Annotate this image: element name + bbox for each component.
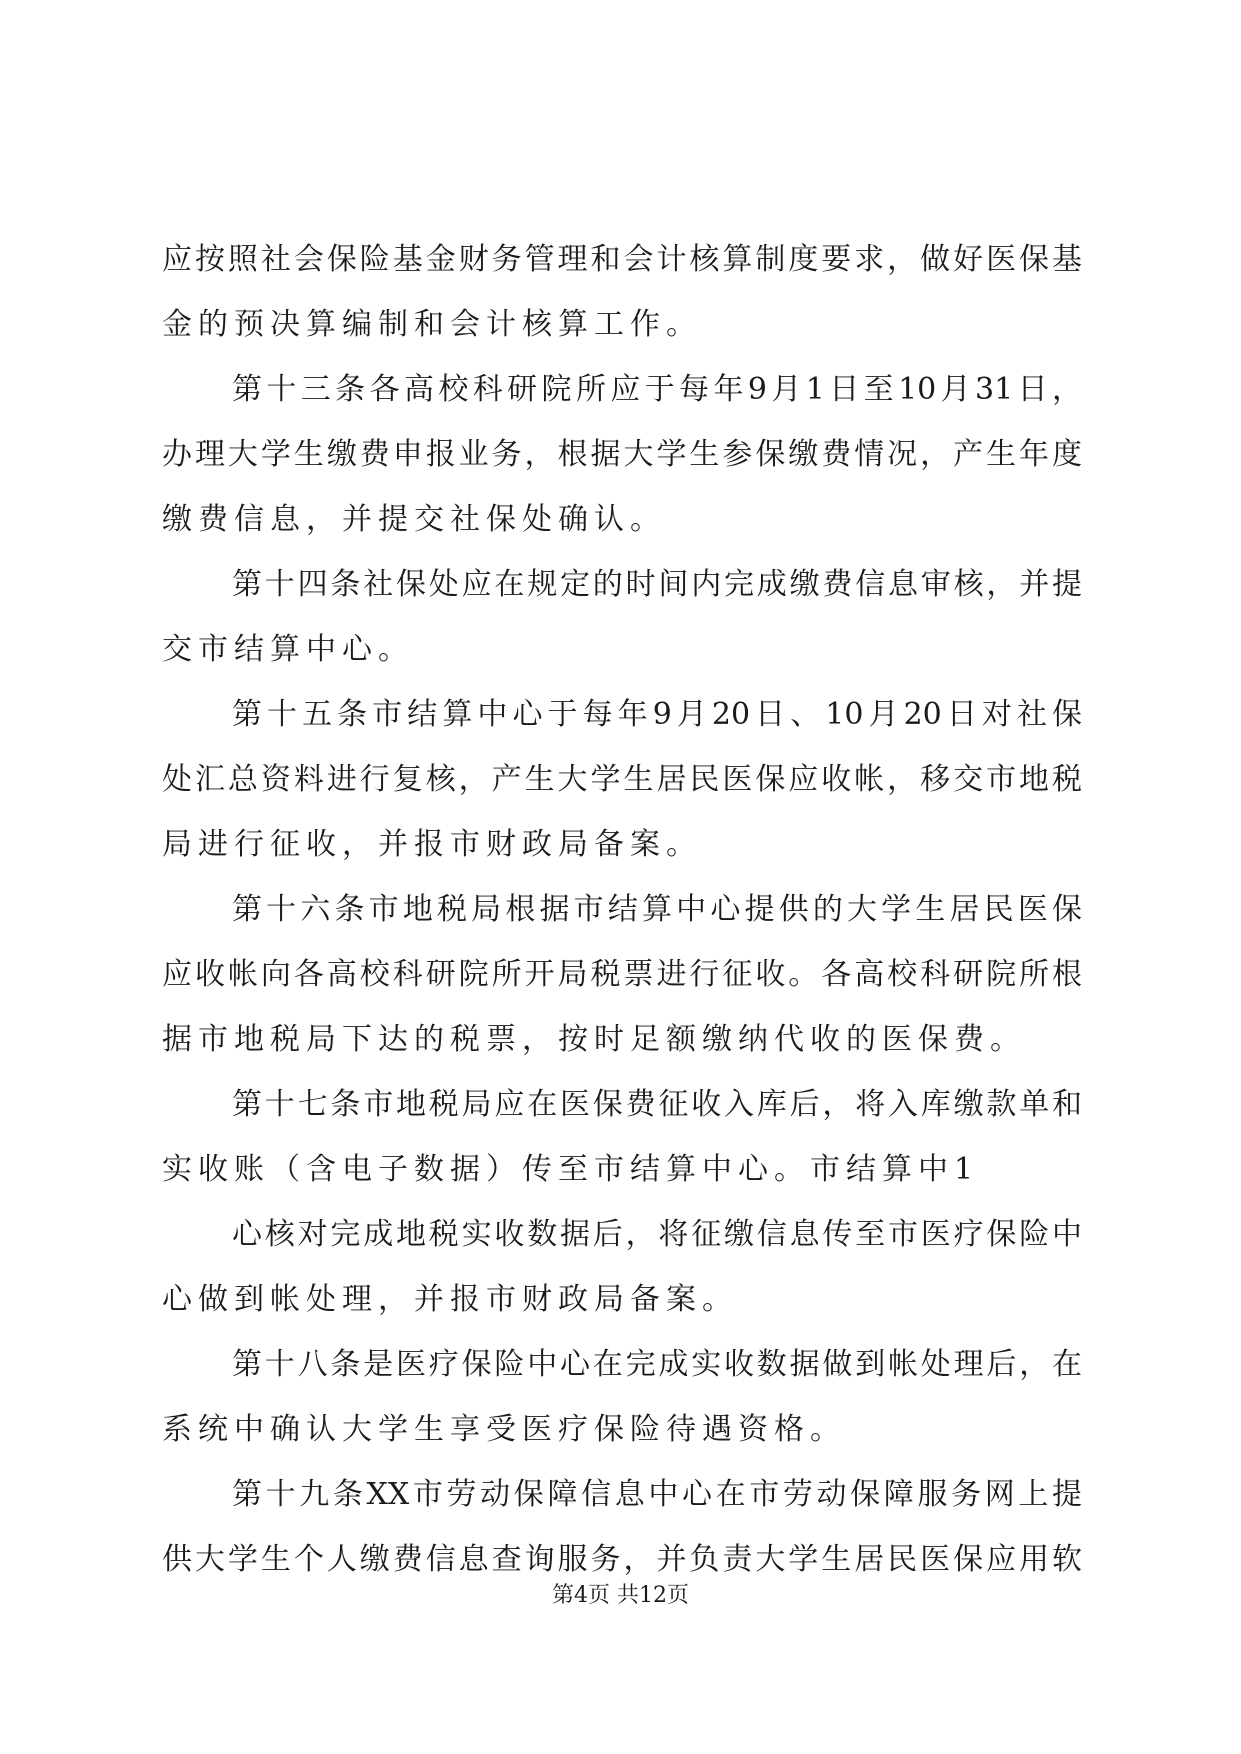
text-line: 第十九条XX市劳动保障信息中心在市劳动保障服务网上提 (232, 1477, 1082, 1512)
text-line: 办理大学生缴费申报业务，根据大学生参保缴费情况，产生年度 (162, 437, 1082, 472)
text-line: 第十六条市地税局根据市结算中心提供的大学生居民医保 (232, 892, 1082, 927)
page-number-footer: 第4页 共12页 (552, 1583, 689, 1608)
text-line: 处汇总资料进行复核，产生大学生居民医保应收帐，移交市地税 (162, 762, 1082, 797)
text-line: 第十五条市结算中心于每年9月20日、10月20日对社保 (232, 697, 1082, 732)
text-line: 局进行征收，并报市财政局备案。 (162, 827, 702, 862)
text-line: 供大学生个人缴费信息查询服务，并负责大学生居民医保应用软 (162, 1542, 1082, 1577)
text-line: 系统中确认大学生享受医疗保险待遇资格。 (162, 1412, 846, 1447)
text-line: 第十三条各高校科研院所应于每年9月1日至10月31日， (232, 372, 1082, 407)
text-line: 交市结算中心。 (162, 632, 414, 667)
text-line: 第十七条市地税局应在医保费征收入库后，将入库缴款单和 (232, 1087, 1082, 1122)
document-body (162, 227, 1082, 1592)
text-line: 实收账（含电子数据）传至市结算中心。市结算中1 (162, 1152, 980, 1187)
text-line: 金的预决算编制和会计核算工作。 (162, 307, 702, 342)
text-line: 应收帐向各高校科研院所开局税票进行征收。各高校科研院所根 (162, 957, 1082, 992)
text-line: 据市地税局下达的税票，按时足额缴纳代收的医保费。 (162, 1022, 1026, 1057)
text-line: 心核对完成地税实收数据后，将征缴信息传至市医疗保险中 (232, 1217, 1082, 1252)
text-line: 第十四条社保处应在规定的时间内完成缴费信息审核，并提 (232, 567, 1082, 602)
text-line: 第十八条是医疗保险中心在完成实收数据做到帐处理后，在 (232, 1347, 1082, 1382)
text-line: 应按照社会保险基金财务管理和会计核算制度要求，做好医保基 (162, 242, 1082, 277)
text-line: 缴费信息，并提交社保处确认。 (162, 502, 666, 537)
text-line: 心做到帐处理，并报市财政局备案。 (162, 1282, 738, 1317)
